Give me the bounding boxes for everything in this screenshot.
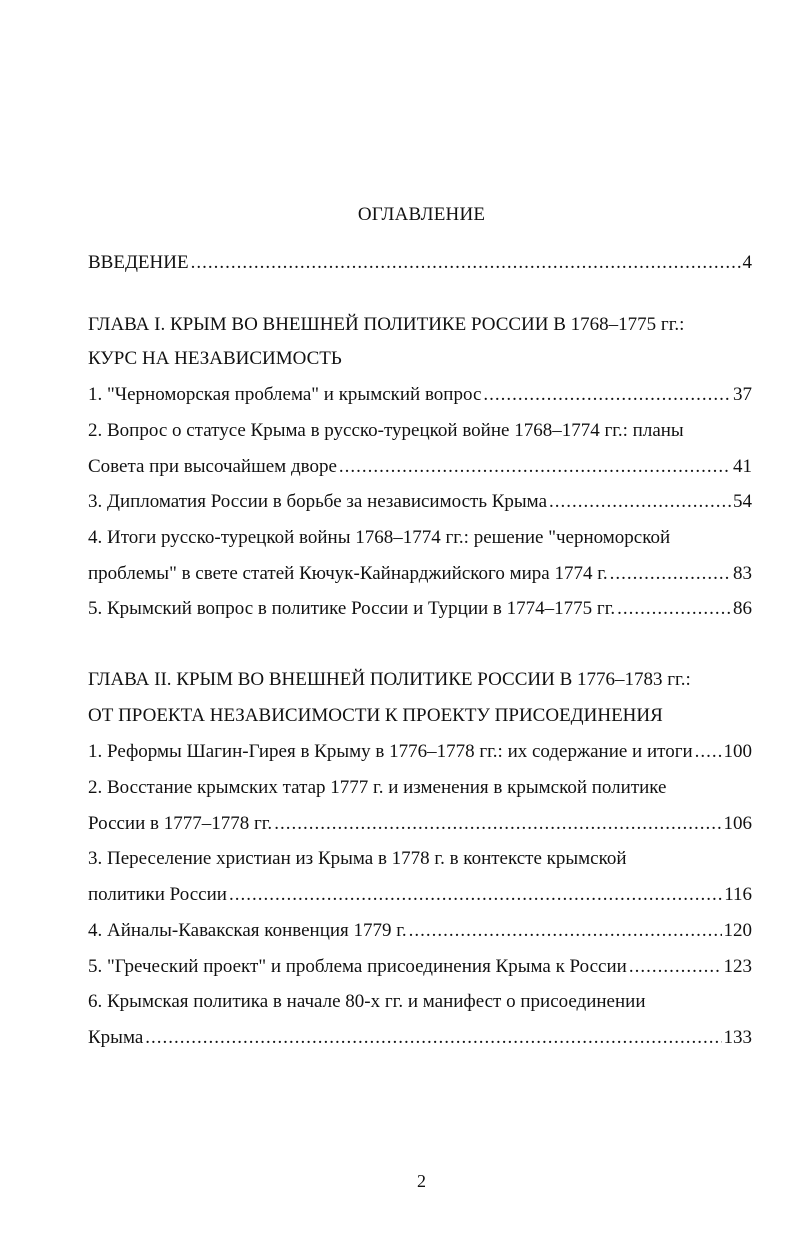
toc-entry-page: 120 — [723, 920, 752, 941]
toc-entry-ch1-s2-line-1: 2. Вопрос о статусе Крыма в русско-турецкой войне 1768–1774 гг.: планы — [88, 420, 684, 441]
toc-entry-ch2-s2 — [88, 812, 752, 836]
toc-entry-label: 3. Дипломатия России в борьбе за независимость Крыма — [88, 491, 547, 512]
chapter-2-heading-line-2: ОТ ПРОЕКТА НЕЗАВИСИМОСТИ К ПРОЕКТУ ПРИСОЕДИНЕНИЯ — [88, 705, 663, 726]
toc-entry-ch2-s1 — [88, 740, 752, 764]
leader-dots — [549, 490, 731, 514]
leader-dots — [629, 955, 722, 979]
leader-dots — [191, 251, 741, 275]
toc-entry-ch1-s5 — [88, 597, 752, 621]
toc-entry-page: 133 — [723, 1027, 752, 1048]
leader-dots — [339, 455, 731, 479]
toc-entry-label: проблемы" в свете статей Кючук-Кайнарджийского мира 1774 г. — [88, 563, 608, 584]
toc-entry-label: политики России — [88, 884, 227, 905]
toc-entry-ch2-s3 — [88, 883, 752, 907]
toc-entry-page: 106 — [723, 813, 752, 834]
toc-entry-page: 4 — [742, 252, 752, 273]
toc-entry-page: 83 — [733, 563, 752, 584]
chapter-1-heading-line-2: КУРС НА НЕЗАВИСИМОСТЬ — [88, 348, 342, 369]
leader-dots — [617, 597, 731, 621]
toc-entry-ch2-s4 — [88, 919, 752, 943]
toc-entry-ch2-s3-line-1: 3. Переселение христиан из Крыма в 1778 г. в контексте крымской — [88, 848, 627, 869]
toc-entry-label: России в 1777–1778 гг. — [88, 813, 273, 834]
leader-dots — [145, 1026, 721, 1050]
toc-entry-ch1-s2 — [88, 455, 752, 479]
toc-entry-label: 5. Крымский вопрос в политике России и Турции в 1774–1775 гг. — [88, 598, 616, 619]
toc-entry-label: 4. Айналы-Кавакская конвенция 1779 г. — [88, 920, 407, 941]
toc-entry-page: 37 — [733, 384, 752, 405]
toc-entry-label: 5. "Греческий проект" и проблема присоединения Крыма к России — [88, 956, 627, 977]
toc-entry-page: 116 — [724, 884, 752, 905]
toc-entry-page: 123 — [723, 956, 752, 977]
toc-entry-ch1-s3 — [88, 490, 752, 514]
leader-dots — [229, 883, 722, 907]
toc-entry-label: 1. "Черноморская проблема" и крымский вопрос — [88, 384, 482, 405]
page-number: 2 — [417, 1171, 426, 1191]
leader-dots — [409, 919, 722, 943]
toc-entry-label: Совета при высочайшем дворе — [88, 456, 337, 477]
toc-entry-ch2-s5 — [88, 955, 752, 979]
toc-entry-ch2-s6 — [88, 1026, 752, 1050]
toc-entry-page: 100 — [723, 741, 752, 762]
toc-entry-page: 86 — [733, 598, 752, 619]
toc-entry-page: 54 — [733, 491, 752, 512]
toc-entry-ch1-s4-line-1: 4. Итоги русско-турецкой войны 1768–1774 гг.: решение "черноморской — [88, 527, 671, 548]
chapter-2-heading-line-1: ГЛАВА II. КРЫМ ВО ВНЕШНЕЙ ПОЛИТИКЕ РОССИИ В 1776–1783 гг.: — [88, 669, 691, 690]
leader-dots — [610, 562, 731, 586]
toc-entry-intro — [88, 251, 752, 275]
toc-entry-ch2-s6-line-1: 6. Крымская политика в начале 80-х гг. и манифест о присоединении — [88, 991, 646, 1012]
leader-dots — [695, 740, 722, 764]
toc-entry-label: ВВЕДЕНИЕ — [88, 252, 189, 273]
chapter-1-heading-line-1: ГЛАВА I. КРЫМ ВО ВНЕШНЕЙ ПОЛИТИКЕ РОССИИ В 1768–1775 гг.: — [88, 314, 685, 335]
toc-entry-ch2-s2-line-1: 2. Восстание крымских татар 1777 г. и изменения в крымской политике — [88, 777, 667, 798]
toc-entry-page: 41 — [733, 456, 752, 477]
toc-entry-ch1-s4 — [88, 562, 752, 586]
toc-title: ОГЛАВЛЕНИЕ — [357, 204, 486, 225]
leader-dots — [274, 812, 721, 836]
leader-dots — [483, 383, 731, 407]
toc-entry-label: 1. Реформы Шагин-Гирея в Крыму в 1776–1778 гг.: их содержание и итоги — [88, 741, 693, 762]
toc-entry-ch1-s1 — [88, 383, 752, 407]
toc-entry-label: Крыма — [88, 1027, 144, 1048]
